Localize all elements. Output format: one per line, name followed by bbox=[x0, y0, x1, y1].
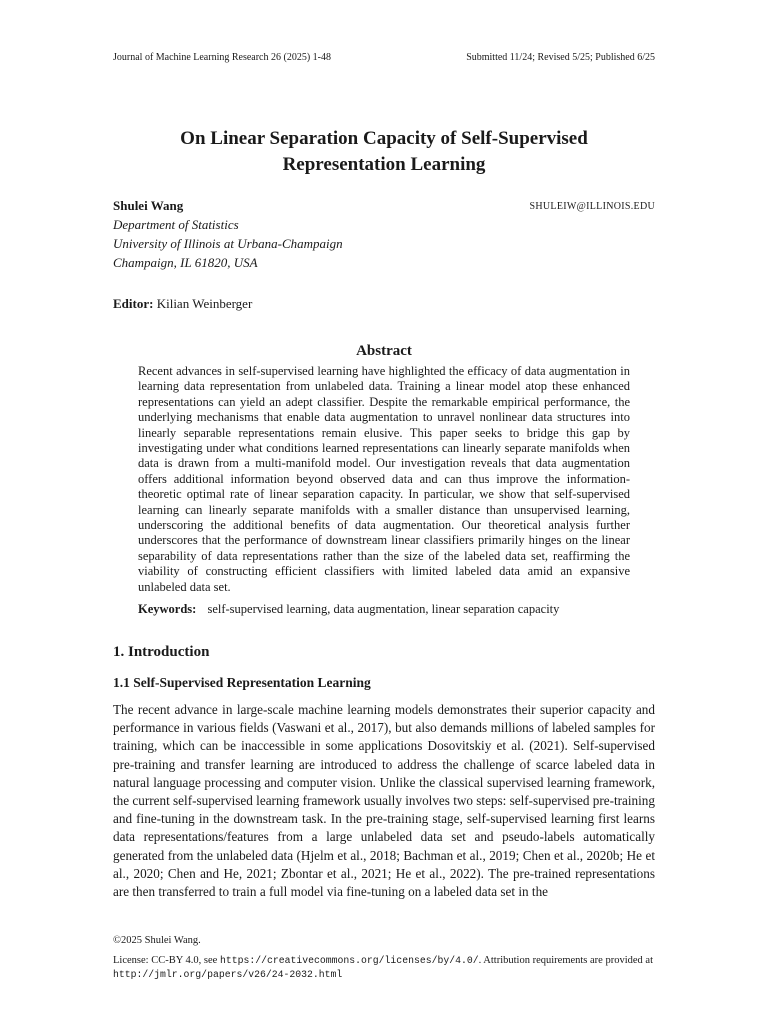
abstract-text: Recent advances in self-supervised learning have highlighted the efficacy of data augmentation in learning data representation from unlabeled data. Training a linear model atop these enhanced representations can yield an adept classifier. Despite the remarkable empirical performance, the underlying mechanisms that enable data augmentation to unravel nonlinear data structures into linearly separable representations remain elusive. This paper seeks to bridge this gap by investigating under what conditions learned representations can linearly separate manifolds when data is drawn from a multi-manifold model. Our investigation reveals that data augmentation offers additional information beyond observed data and can thus improve the information-theoretic optimal rate of linear separation capacity. In particular, we show that self-supervised learning can linearly separate manifolds with a smaller distance than unsupervised learning, underscoring the additional benefits of data augmentation. Our theoretical analysis further underscores that the performance of downstream linear classifiers primarily hinges on the linear separability of data representations rather than the size of the labeled data set, reaffirming the viability of constructing efficient classifiers with limited labeled data amid an expansive unlabeled data set. bbox=[138, 364, 630, 594]
running-header-journal: Journal of Machine Learning Research 26 (2025) 1-48 bbox=[113, 52, 331, 63]
keywords-label: Keywords: bbox=[138, 602, 197, 616]
license-mid: . Attribution requirements are provided at bbox=[478, 955, 653, 966]
affiliation-line: Department of Statistics bbox=[113, 217, 239, 232]
footer-copyright: ©2025 Shulei Wang. bbox=[113, 935, 201, 946]
running-header-dates: Submitted 11/24; Revised 5/25; Published 6/25 bbox=[466, 52, 655, 63]
paper-title bbox=[0, 126, 768, 178]
affiliation-line: University of Illinois at Urbana-Champaign bbox=[113, 236, 343, 251]
subsection-heading: 1.1 Self-Supervised Representation Learning bbox=[113, 675, 371, 690]
section-heading-introduction: 1. Introduction bbox=[113, 644, 210, 660]
editor-line bbox=[113, 296, 252, 312]
paper-title-line-2: Representation Learning bbox=[282, 154, 486, 175]
paper-title-line-1: On Linear Separation Capacity of Self-Supervised bbox=[180, 128, 588, 149]
keywords-text: self-supervised learning, data augmentation, linear separation capacity bbox=[207, 602, 560, 616]
author-name: Shulei Wang bbox=[113, 198, 184, 213]
introduction-paragraph: The recent advance in large-scale machine learning models demonstrates their superior capacity and performance in various fields (Vaswani et al., 2017), but also demands millions of labeled samples for training, which can be inaccessible in some applications Dosovitskiy et al. (2021). Self-supervised pre-training and transfer learning are introduced to address the challenge of scarce labeled data in natural language processing and computer vision. Unlike the classical supervised learning framework, the current self-supervised learning framework usually involves two steps: self-supervised pre-training and fine-tuning in the downstream task. In the pre-training stage, self-supervised learning first learns data representations/features from a large unlabeled data set and pseudo-labels automatically generated from the unlabeled data (Hjelm et al., 2018; Bachman et al., 2019; Chen et al., 2020b; He et al., 2020; Chen and He, 2021; Zbontar et al., 2021; He et al., 2022). The pre-trained representations are then transferred to train a full model via fine-tuning on a labeled data set in the bbox=[113, 702, 655, 900]
paper-link[interactable]: http://jmlr.org/papers/v26/24-2032.html bbox=[113, 969, 343, 980]
footer-license bbox=[113, 954, 655, 982]
keywords-line bbox=[138, 602, 638, 617]
editor-label: Editor: bbox=[113, 296, 154, 311]
author-email: SHULEIW@ILLINOIS.EDU bbox=[529, 201, 655, 212]
abstract-heading: Abstract bbox=[356, 343, 412, 359]
license-link[interactable]: https://creativecommons.org/licenses/by/4.0/ bbox=[219, 955, 479, 966]
author-affiliation bbox=[113, 215, 343, 272]
license-prefix: License: CC-BY 4.0, see bbox=[113, 955, 220, 966]
editor-name: Kilian Weinberger bbox=[156, 296, 253, 311]
affiliation-line: Champaign, IL 61820, USA bbox=[113, 255, 258, 270]
